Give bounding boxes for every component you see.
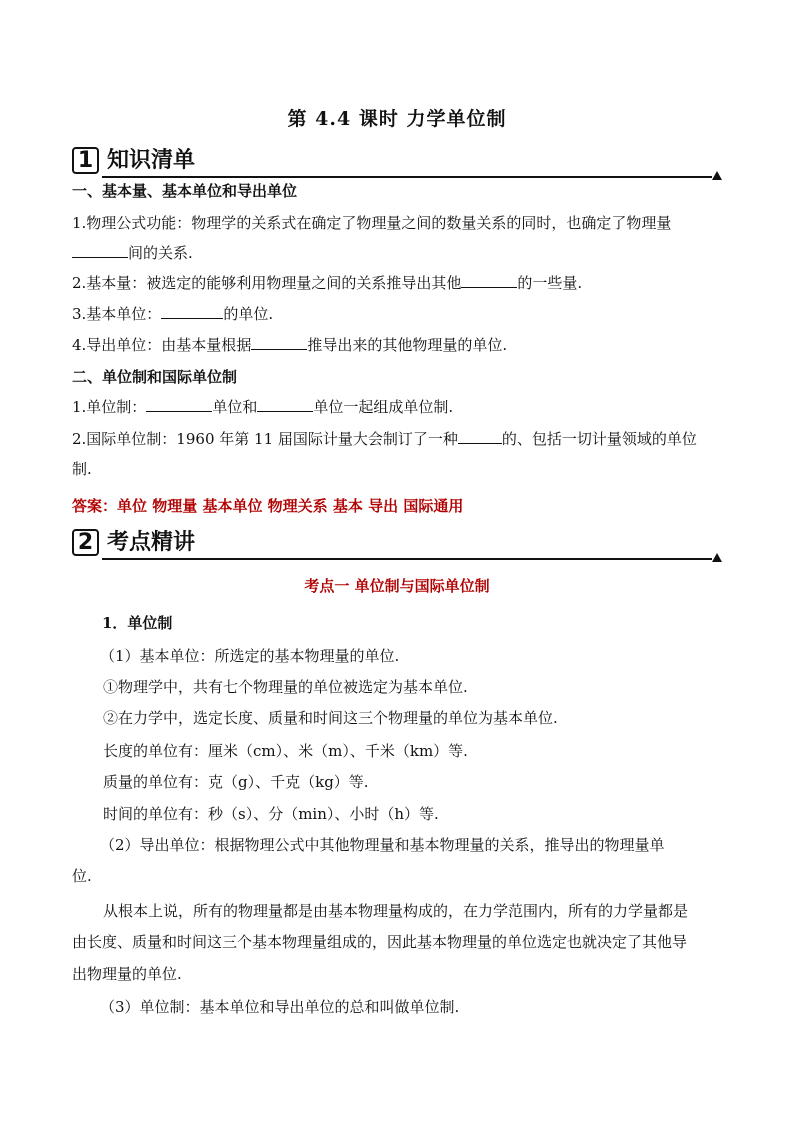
triangle-icon — [712, 553, 722, 562]
page-title: 第 4.4 课时 力学单位制 — [287, 108, 507, 130]
answer-key: 答案：单位 物理量 基本单位 物理关系 基本 导出 国际通用 — [72, 497, 464, 515]
text-line: 从根本上说，所有的物理量都是由基本物理量构成的，在力学范围内，所有的力学量都是 — [103, 902, 689, 920]
section-rule — [102, 176, 712, 178]
subheading-unit-system: 二、单位制和国际单位制 — [72, 368, 238, 386]
section-label: 考点精讲 — [107, 530, 196, 555]
section-number-badge: 1 — [72, 147, 99, 174]
triangle-icon — [712, 171, 722, 180]
fill-blank — [257, 397, 313, 412]
text-line: 4.导出单位：由基本量根据 推导出来的其他物理量的单位. — [72, 336, 508, 354]
text-line: ②在力学中，选定长度、质量和时间这三个物理量的单位为基本单位. — [103, 709, 558, 727]
text-line: 2.国际单位制：1960 年第 11 届国际计量大会制订了一种 的、包括一切计量领域的单位 — [72, 430, 697, 448]
section-label: 知识清单 — [107, 148, 196, 173]
text-line: （2）导出单位：根据物理公式中其他物理量和基本物理量的关系，推导出的物理量单 — [100, 836, 665, 854]
fill-blank — [251, 335, 307, 350]
subheading: 1．单位制 — [102, 614, 173, 632]
fill-blank — [72, 243, 128, 258]
fill-blank — [146, 397, 212, 412]
text-line: 制. — [72, 460, 92, 478]
fill-blank — [461, 273, 517, 288]
text-line: 位. — [72, 867, 92, 885]
text-line: （1）基本单位：所选定的基本物理量的单位. — [100, 647, 400, 665]
fill-blank — [161, 304, 223, 319]
text-line: ①物理学中，共有七个物理量的单位被选定为基本单位. — [103, 678, 468, 696]
section-header-key-points — [72, 528, 722, 558]
section-number-badge: 2 — [72, 529, 99, 556]
topic-heading: 考点一 单位制与国际单位制 — [304, 577, 490, 595]
section-header-knowledge — [72, 146, 722, 176]
text-line: 由长度、质量和时间这三个基本物理量组成的，因此基本物理量的单位选定也就决定了其他导 — [72, 933, 688, 951]
text-line: （3）单位制：基本单位和导出单位的总和叫做单位制. — [100, 998, 460, 1016]
text-line: 2.基本量：被选定的能够利用物理量之间的关系推导出其他 的一些量. — [72, 274, 583, 292]
text-line: 质量的单位有：克（g）、千克（kg）等. — [103, 773, 369, 791]
text-line: 3.基本单位： 的单位. — [72, 305, 274, 323]
text-line: 出物理量的单位. — [72, 965, 182, 983]
text-line: 1.物理公式功能：物理学的关系式在确定了物理量之间的数量关系的同时，也确定了物理量 — [72, 214, 672, 232]
text-line: 长度的单位有：厘米（cm）、米（m）、千米（km）等. — [103, 742, 468, 760]
text-line: 时间的单位有：秒（s）、分（min）、小时（h）等. — [103, 805, 439, 823]
section-rule — [102, 558, 712, 560]
fill-blank — [458, 429, 502, 444]
text-line: 间的关系. — [72, 243, 722, 263]
subheading-basic-units: 一、基本量、基本单位和导出单位 — [72, 182, 298, 200]
text-line: 1.单位制： 单位和 单位一起组成单位制. — [72, 398, 454, 416]
